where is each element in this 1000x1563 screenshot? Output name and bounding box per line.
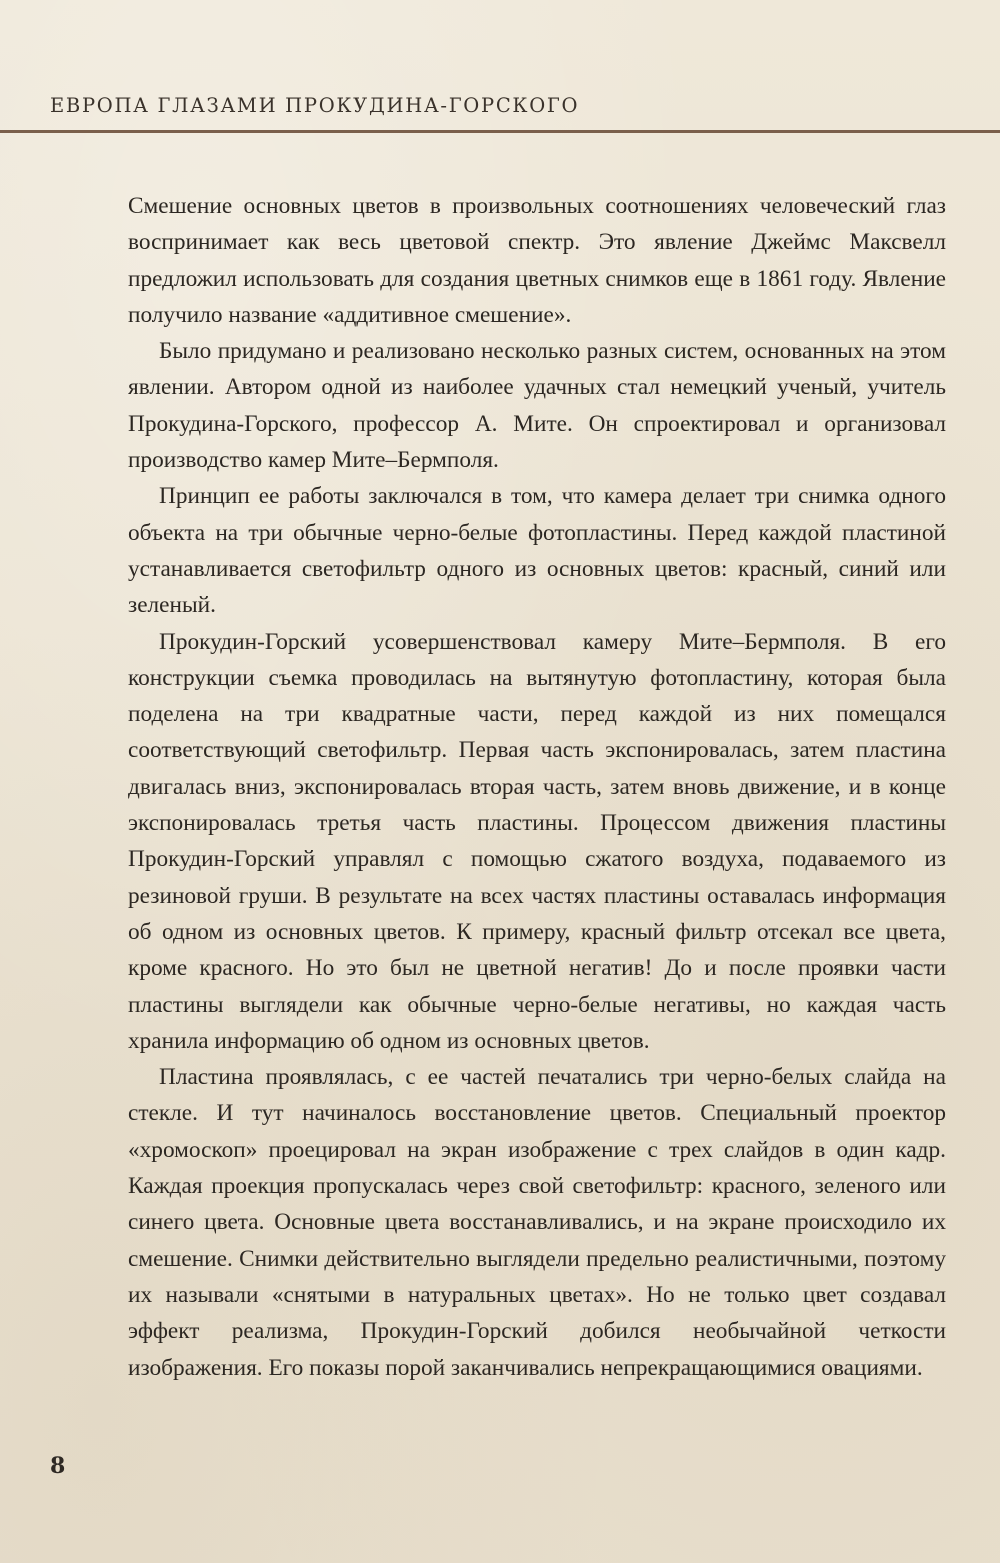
paragraph: Прокудин-Горский усовершенствовал камеру Мите–Бермполя. В его конструкции съемка проводилась на вытянутую фотопластину, которая была поделена на три квадратные части, перед каждой из них помещался соответствующий светофильтр. Первая часть экспонировалась, затем пластина двигалась вниз, экспонировалась вторая часть, затем вновь движение, и в конце экспонировалась третья часть пластины. Процессом движения пластины Прокудин-Горский управлял с помощью сжатого воздуха, подаваемого из резиновой груши. В результате на всех частях пластины оставалась информация об одном из основных цветов. К примеру, красный фильтр отсекал все цвета, кроме красного. Но это был не цветной негатив! До и после проявки части пластины выглядели как обычные черно-белые негативы, но каждая часть хранила информацию об одном из основных цветов. — [128, 628, 946, 1054]
header-divider — [0, 130, 1000, 133]
body-text — [128, 188, 946, 1386]
paragraph: Было придумано и реализовано несколько разных систем, основанных на этом явлении. Автором одной из наиболее удачных стал немецкий ученый, учитель Прокудина-Горского, профессор А. Мите. Он спроектировал и организовал производство камер Мите–Бермполя. — [128, 338, 946, 474]
page-number: 8 — [50, 1453, 66, 1479]
paragraph: Смешение основных цветов в произвольных соотношениях человеческий глаз воспринимает как весь цветовой спектр. Это явление Джеймс Максвелл предложил использовать для создания цветных снимков еще в 1861 году. Явление получило название «аддитивное смешение». — [128, 193, 946, 328]
running-header: ЕВРОПА ГЛАЗАМИ ПРОКУДИНА-ГОРСКОГО — [50, 94, 580, 117]
paragraph: Пластина проявлялась, с ее частей печатались три черно-белых слайда на стекле. И тут начиналось восстановление цветов. Специальный проектор «хромоскоп» проецировал на экран изображение с трех слайдов в один кадр. Каждая проекция пропускалась через свой светофильтр: красного, зеленого или синего цвета. Основные цвета восстанавливались, и на экране происходило их смешение. Снимки действительно выглядели предельно реалистичными, поэтому их называли «снятыми в натуральных цветах». Но не только цвет создавал эффект реализма, Прокудин-Горский добился необычайной четкости изображения. Его показы порой заканчивались непрекращающимися овациями. — [128, 1064, 946, 1381]
paragraph: Принцип ее работы заключался в том, что камера делает три снимка одного объекта на три обычные черно-белые фотопластины. Перед каждой пластиной устанавливается светофильтр одного из основных цветов: красный, синий или зеленый. — [128, 483, 946, 619]
